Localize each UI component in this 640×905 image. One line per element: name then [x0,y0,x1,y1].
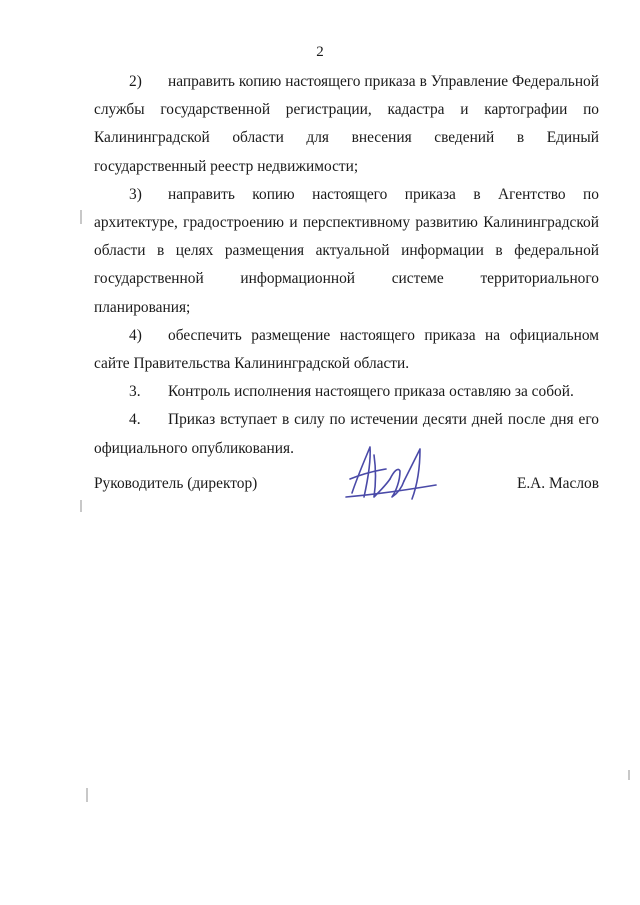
paragraph-number: 4. [129,411,141,429]
paragraph-text: направить копию настоящего приказа в Агентство по архитектуре, градостроению и перспективному развитию Калининградской области в целях размещения актуальной информации в федеральной государственной информационной системе территориального планирования; [94,185,599,316]
signature-block [94,475,599,505]
paragraph-text: обеспечить размещение настоящего приказа на официальном сайте Правительства Калининградской области. [94,326,599,373]
paragraph-text: Приказ вступает в силу по истечении десяти дней после дня его официального опубликования. [94,411,599,457]
scan-artifact [86,788,88,802]
paragraph-number: 2) [129,73,142,90]
paragraph-text: Контроль исполнения настоящего приказа оставляю за собой. [168,383,574,401]
paragraph-item-4 [94,322,599,378]
paragraph-text: направить копию настоящего приказа в Управление Федеральной службы государственной регистрации, кадастра и картографии по Калининградской области для внесения сведений в Единый государственный реестр недвижимости; [94,73,599,175]
paragraph-item-2 [94,68,599,181]
signatory-title: Руководитель (директор) [94,475,258,492]
document-body [94,68,599,463]
signatory-name: Е.А. Маслов [516,475,599,492]
page-number: 2 [316,44,324,60]
paragraph-number: 3. [129,383,141,401]
scan-artifact [628,770,630,780]
paragraph-number: 3) [129,185,142,203]
paragraph-number: 4) [129,326,142,344]
scan-artifact [80,500,82,512]
paragraph-item-3 [94,181,599,322]
paragraph-control-clause [94,378,599,406]
scan-artifact [80,210,82,224]
